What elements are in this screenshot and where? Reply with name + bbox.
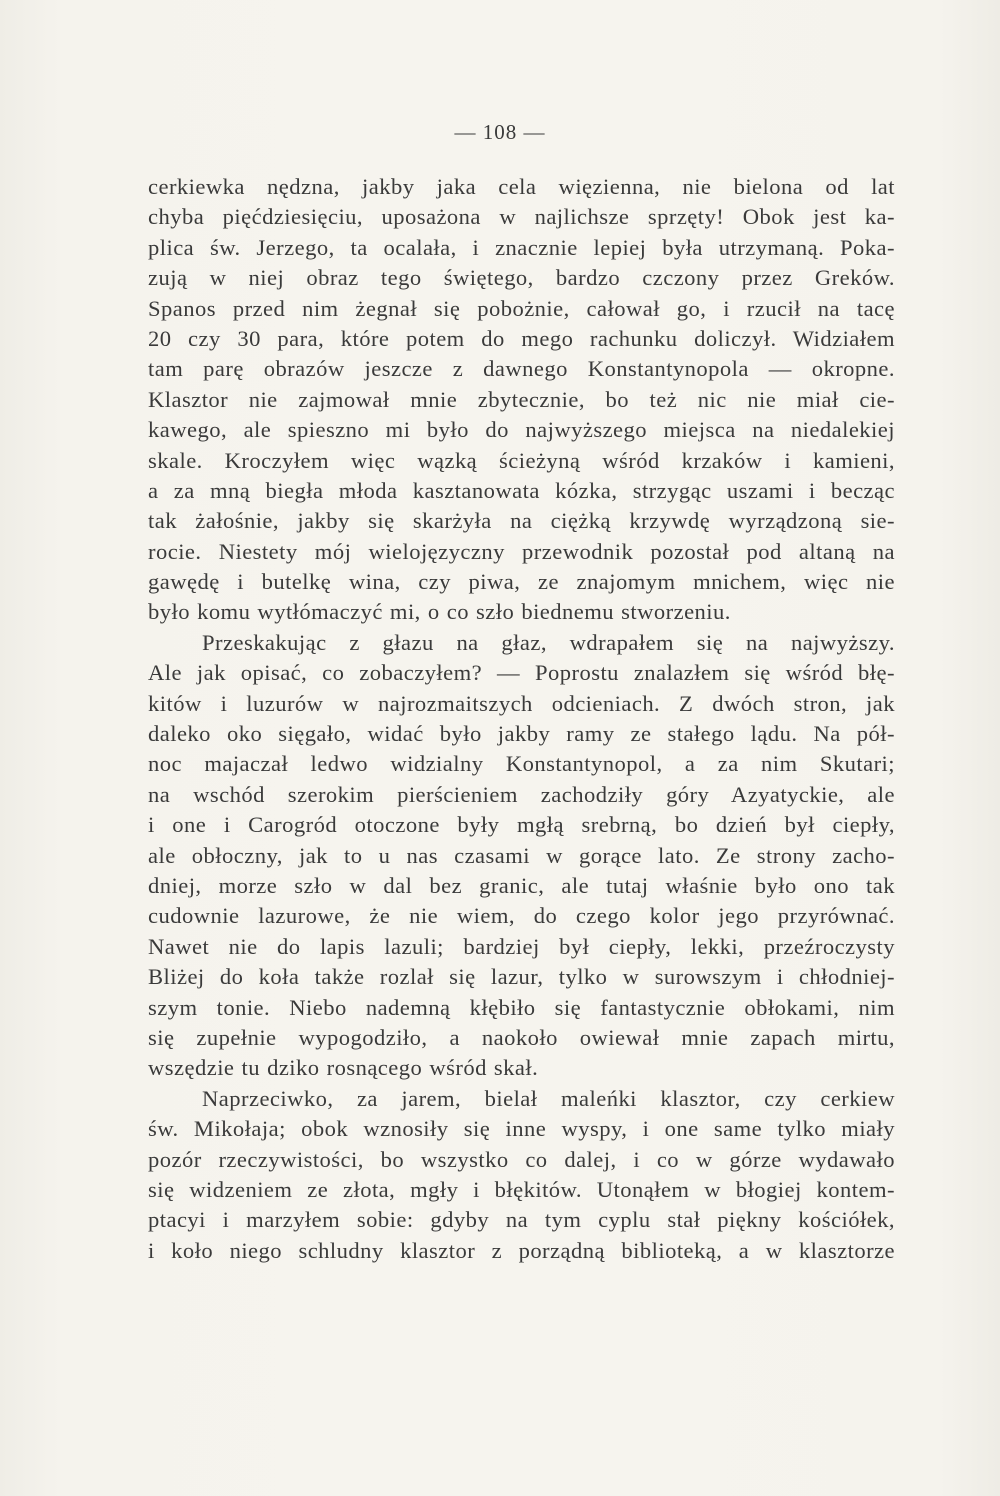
text-line: ale obłoczny, jak to u nas czasami w gorące lato. Ze strony zacho- [148,842,895,868]
text-line: cudownie lazurowe, że nie wiem, do czego kolor jego przyrównać. [148,903,895,929]
text-line: tak żałośnie, jakby się skarżyła na ciężką krzywdę wyrządzoną sie- [148,508,895,534]
page-number-header: — 108 — [454,120,546,144]
text-line: a za mną biegła młoda kasztanowata kózka, strzygąc uszami i becząc [148,477,895,503]
text-line: daleko oko sięgało, widać było jakby ramy ze stałego lądu. Na pół- [148,721,895,747]
text-line: było komu wytłómaczyć mi, o co szło biednemu stworzeniu. [148,599,731,625]
text-line: 20 czy 30 para, które potem do mego rachunku doliczył. Widziałem [148,325,895,351]
text-line: plica św. Jerzego, ta ocalała, i znacznie lepiej była utrzymaną. Poka- [148,234,895,260]
text-line: noc majaczał ledwo widzialny Konstantynopol, a za nim Skutari; [148,751,895,777]
text-line: Naprzeciwko, za jarem, bielał maleńki klasztor, czy cerkiew [202,1085,895,1111]
text-line: cerkiewka nędzna, jakby jaka cela więzienna, nie bielona od lat [148,174,895,199]
text-line: skale. Kroczyłem więc wązką ścieżyną wśród krzaków i kamieni, [148,447,895,473]
text-line: Nawet nie do lapis lazuli; bardziej był ciepły, lekki, przeźroczysty [148,933,895,959]
text-line: wszędzie tu dziko rosnącego wśród skał. [148,1055,539,1081]
text-line: św. Mikołaja; obok wznosiły się inne wyspy, i one same tylko miały [148,1116,895,1142]
text-line: kitów i luzurów w najrozmaitszych odcieniach. Z dwóch stron, jak [148,690,895,716]
text-line: ptacyi i marzyłem sobie: gdyby na tym cyplu stał piękny kościółek, [148,1207,895,1233]
text-line: i koło niego schludny klasztor z porządną biblioteką, a w klasztorze [148,1237,895,1263]
body-text [148,172,895,1266]
text-line: dniej, morze szło w dal bez granic, ale tutaj właśnie było ono tak [148,872,895,898]
text-line: Spanos przed nim żegnał się pobożnie, całował go, i rzucił na tacę [148,295,895,321]
text-line: się widzeniem ze złota, mgły i błękitów. Utonąłem w błogiej kontem- [148,1176,895,1202]
text-line: szym tonie. Niebo nademną kłębiło się fantastycznie obłokami, nim [148,994,895,1020]
text-line: chyba pięćdziesięciu, uposażona w najlichsze sprzęty! Obok jest ka- [148,204,895,230]
text-line: rocie. Niestety mój wielojęzyczny przewodnik pozostał pod altaną na [148,538,895,564]
text-line: Ale jak opisać, co zobaczyłem? — Poprostu znalazłem się wśród błę- [148,660,895,686]
text-line: Bliżej do koła także rozlał się lazur, tylko w surowszym i chłodniej- [148,964,895,990]
text-line: kawego, ale spieszno mi było do najwyższego miejsca na niedalekiej [148,417,895,443]
text-line: się zupełnie wypogodziło, a naokoło owiewał mnie zapach mirtu, [148,1024,895,1050]
text-line: zują w niej obraz tego świętego, bardzo czczony przez Greków. [148,265,895,291]
text-line: Przeskakując z głazu na głaz, wdrapałem się na najwyższy. [202,629,895,655]
text-line: pozór rzeczywistości, bo wszystko co dalej, i co w górze wydawało [148,1146,895,1172]
text-line: i one i Carogród otoczone były mgłą srebrną, bo dzień był ciepły, [148,812,895,838]
text-line: na wschód szerokim pierścieniem zachodziły góry Azyatyckie, ale [148,781,895,807]
text-line: Klasztor nie zajmował mnie zbytecznie, bo też nic nie miał cie- [148,386,895,412]
text-line: gawędę i butelkę wina, czy piwa, ze znajomym mnichem, więc nie [148,569,895,595]
text-line: tam parę obrazów jeszcze z dawnego Konstantynopola — okropne. [148,356,895,382]
